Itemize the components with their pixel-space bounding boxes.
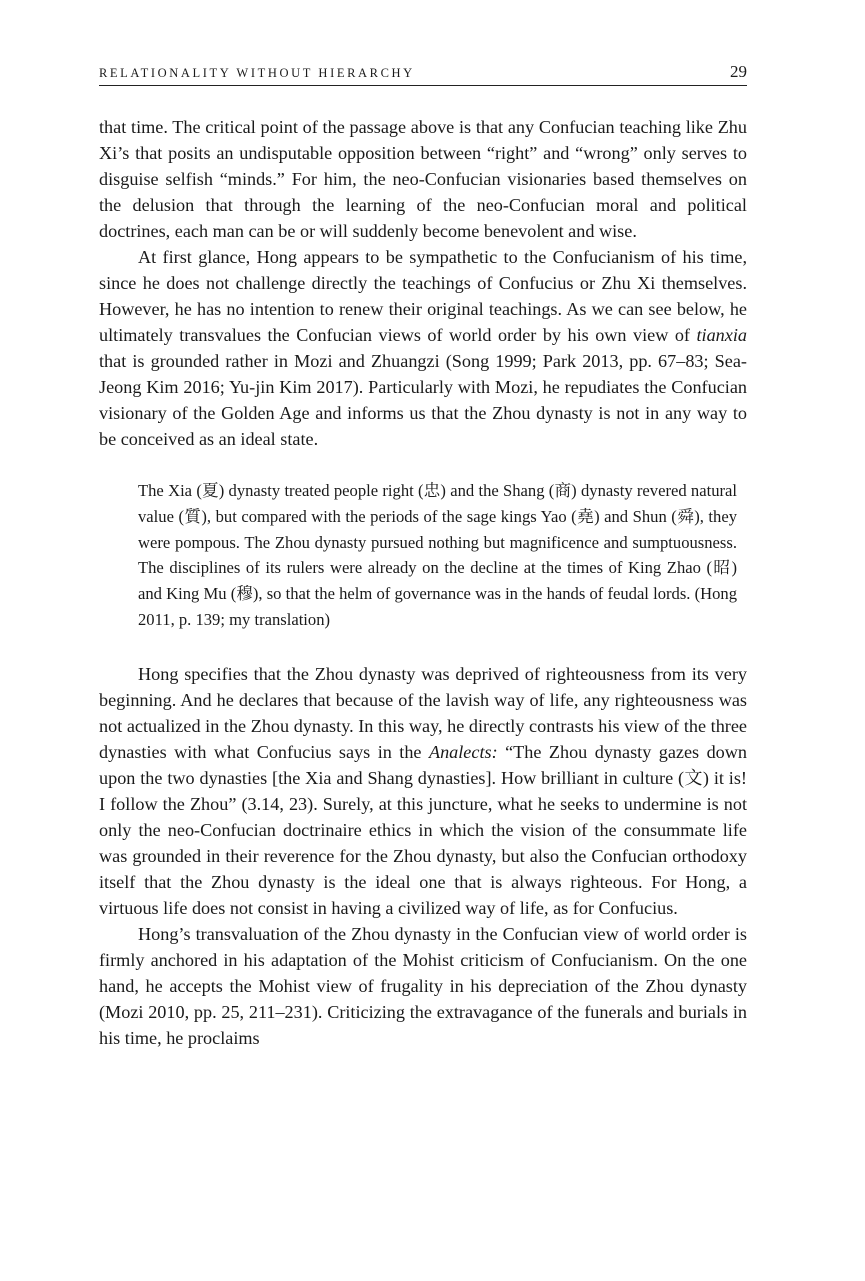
running-header <box>99 62 747 86</box>
paragraph-tianxia <box>99 244 747 452</box>
italic-title: Analects: <box>428 741 498 762</box>
paragraph-text: At first glance, Hong appears to be sympathetic to the Confucianism of his time, since he does not challenge directly the teachings of Confucius or Zhu Xi themselves. However, he has no intention to renew their original teachings. As we can see below, he ultimately transvalues the Confucian views of world order by his own view of <box>99 247 747 345</box>
paragraph-zhou-dynasty <box>99 661 747 921</box>
body-text <box>99 114 747 1051</box>
paragraph-text: “The Zhou dynasty gazes down upon the two dynasties [the Xia and Shang dynasties]. How brilliant in culture (文) it is! I follow the Zhou” (3.14, 23). Surely, at this juncture, what he seeks to undermine is not only the neo-Confucian doctrinaire ethics in which the vision of the consummate life was grounded in their reverence for the Zhou dynasty, but also the Confucian orthodoxy itself that the Zhou dynasty is the ideal one that is always righteous. For Hong, a virtuous life does not consist in having a civilized way of life, as for Confucius. <box>99 741 747 918</box>
paragraph-text: that is grounded rather in Mozi and Zhuangzi (Song 1999; Park 2013, pp. 67–83; Sea-Jeong Kim 2016; Yu-jin Kim 2017). Particularly with Mozi, he repudiates the Confucian visionary of the Golden Age and informs us that the Zhou dynasty is not in any way to be conceived as an ideal state. <box>99 351 747 449</box>
page-number: 29 <box>730 62 747 81</box>
italic-term: tianxia <box>696 325 747 345</box>
paragraph-transvaluation: Hong’s transvaluation of the Zhou dynasty in the Confucian view of world order is firmly anchored in his adaptation of the Mohist criticism of Confucianism. On the one hand, he accepts the Mohist view of frugality in his depreciation of the Zhou dynasty (Mozi 2010, pp. 25, 211–231). Criticizing the extravagance of the funerals and burials in his time, he proclaims <box>99 923 747 1048</box>
header-rule <box>99 85 747 86</box>
block-quote: The Xia (夏) dynasty treated people right (忠) and the Shang (商) dynasty revered natural value (質), but compared with the periods of the sage kings Yao (堯) and Shun (舜), they were pompous. The Zhou dynasty pursued nothing but magnificence and sumptuousness. The disciplines of its rulers were already on the decline at the times of King Zhao (昭) and King Mu (穆), so that the helm of governance was in the hands of feudal lords. (Hong 2011, p. 139; my translation) <box>138 481 737 629</box>
paragraph-text: Hong specifies that the Zhou dynasty was deprived of righteousness from its very beginning. And he declares that because of the lavish way of life, any righteousness was not actualized in the Zhou dynasty. In this way, he directly contrasts his view of the three dynasties with what Confucius says in the <box>99 663 747 762</box>
running-title: RELATIONALITY WITHOUT HIERARCHY <box>99 66 415 80</box>
paragraph-continued: that time. The critical point of the passage above is that any Confucian teaching like Zhu Xi’s that posits an undisputable opposition between “right” and “wrong” only serves to disguise selfish “minds.” For him, the neo-Confucian visionaries based themselves on the delusion that through the learning of the neo-Confucian moral and political doctrines, each man can be or will suddenly become benevolent and wise. <box>99 117 747 241</box>
